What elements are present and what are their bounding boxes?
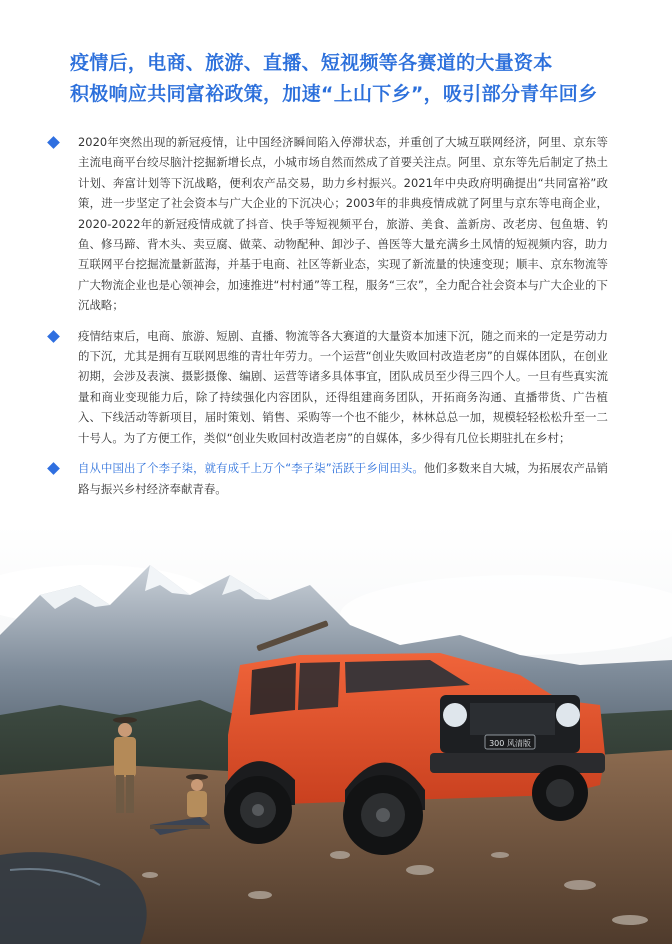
offroad-vehicle-photo [0, 525, 672, 944]
title-line-1: 疫情后，电商、旅游、直播、短视频等各赛道的大量资本 [70, 52, 553, 74]
bullet-list [48, 132, 608, 509]
bullet-highlight: 自从中国出了个李子柒，就有成千上万个“李子柒”活跃于乡间田头。 [78, 461, 424, 476]
bullet-text: 疫情结束后，电商、旅游、短剧、直播、物流等各大赛道的大量资本加速下沉，随之而来的一定是劳动力的下沉，尤其是拥有互联网思维的青壮年劳力。一个运营“创业失败回村改造老房”的自媒体团队，在创业初期，会涉及表演、摄影摄像、编剧、运营等诸多具体事宜，团队成员至少得三四个人。一旦有些真实流量和商业变现能力后，除了持续强化内容团队，还得组建商务团队，开拓商务沟通、直播带货、广告植入、下线活动等新项目，届时策划、销售、采购等一个也不能少，林林总总一加，规模轻轻松松升至一二十号人。为了方便工作，类似“创业失败回村改造老房”的自媒体，多少得有几位长期驻扎在乡村； [78, 328, 608, 445]
bullet-text: 2020年突然出现的新冠疫情，让中国经济瞬间陷入停滞状态，并重创了大城互联网经济，阿里、京东等主流电商平台绞尽脑汁挖掘新增长点，小城市场自然而然成了首要关注点。阿里、京东等先后制定了热土计划、奔富计划等下沉战略，便利农产品交易，助力乡村振兴。2021年中央政府明确提出“共同富裕”政策，进一步坚定了社会资本与广大企业的下沉决心；2003年的非典疫情成就了阿里与京东等电商企业，2020-2022年的新冠疫情成就了抖音、快手等短视频平台，旅游、美食、盖新房、改老房、包鱼塘、钓鱼、修马蹄、背木头、卖豆腐、做菜、动物配种、卸沙子、兽医等大量充满乡土风情的短视频内容，助力互联网平台挖掘流量新蓝海，并基于电商、社区等新业态，实现了新流量的快速变现；顺丰、京东物流等广大物流企业也是心领神会，加速推进“村村通”等工程，服务“三农”，全力配合社会资本与广大企业的下沉战略； [78, 135, 608, 313]
vehicle-badge-text: 300 风清版 [489, 739, 531, 748]
page-title [70, 48, 630, 110]
bullet-text [78, 458, 608, 499]
bullet-item [48, 326, 608, 448]
bullet-rest: 他们多数来自大城，为拓展农产品销路与振兴乡村经济奉献青春。 [78, 461, 608, 496]
diamond-bullet-icon [47, 462, 60, 475]
diamond-bullet-icon [47, 136, 60, 149]
bullet-item [48, 458, 608, 499]
bullet-item [48, 132, 608, 316]
title-line-2: 积极响应共同富裕政策，加速“上山下乡”，吸引部分青年回乡 [70, 83, 598, 105]
diamond-bullet-icon [47, 330, 60, 343]
